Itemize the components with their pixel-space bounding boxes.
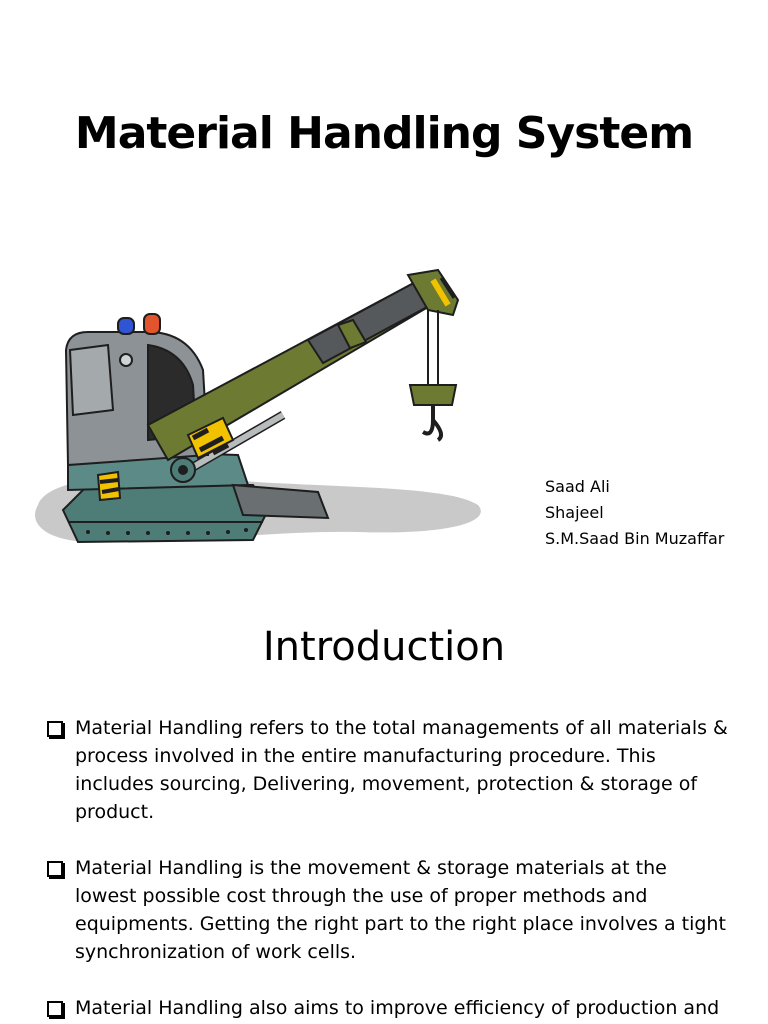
author-name: S.M.Saad Bin Muzaffar xyxy=(545,529,725,548)
bullet-text: Material Handling refers to the total managements of all materials & process involved in the entire manufacturing procedure. This includes sourcing, Delivering, movement, protection & storage of product. xyxy=(75,717,728,823)
introduction-slide xyxy=(0,590,768,1024)
author-name: Shajeel xyxy=(545,503,604,522)
bullet-item xyxy=(44,714,734,826)
slide-title: Introduction xyxy=(262,624,506,670)
checkbox-bullet-icon xyxy=(47,861,63,877)
slide-title: Material Handling System xyxy=(74,108,694,159)
bullet-text: Material Handling also aims to improve efficiency of production and xyxy=(75,997,720,1019)
hook-block xyxy=(410,385,456,405)
checkbox-bullet-icon xyxy=(47,1001,63,1017)
red-light xyxy=(144,314,160,334)
hook xyxy=(423,405,441,440)
bullet-item xyxy=(44,994,734,1022)
crane-illustration xyxy=(28,260,498,560)
blue-light xyxy=(118,318,134,334)
bullet-text: Material Handling is the movement & storage materials at the lowest possible cost through the use of proper methods and equipments. Getting the right part to the right place involves a tight synchronization of work cells. xyxy=(75,857,726,963)
author-list xyxy=(545,474,724,552)
checkbox-bullet-icon xyxy=(47,721,63,737)
bullet-list xyxy=(44,714,734,1024)
author-name: Saad Ali xyxy=(545,477,610,496)
bullet-item xyxy=(44,854,734,966)
